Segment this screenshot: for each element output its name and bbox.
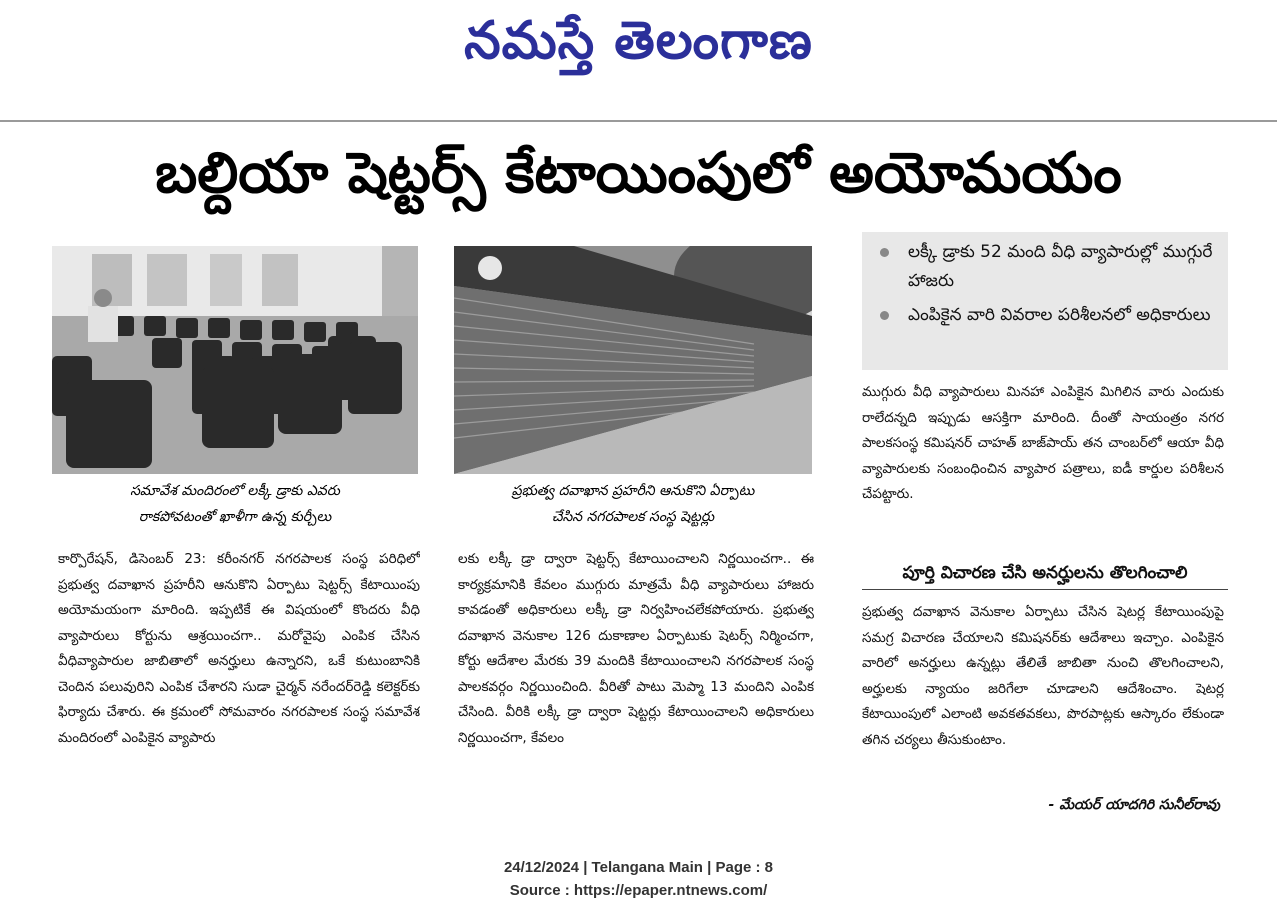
quote-paragraph: ప్రభుత్వ దవాఖాన వెనుకాల ఏర్పాటు చేసిన షెటర్ల కేటాయింపుపై సమగ్ర విచారణ చేయాలని కమిషనర్‌కు ఆదేశాలు ఇచ్చాం. ఎంపికైన వారిలో అనర్హులు ఉన్నట్లు తేలితే జాబితా నుంచి తొలగించాలని, అర్హులకు న్యాయం జరిగేలా చూడాలని ఆదేశించాం. షెటర్ల కేటాయింపులో ఎలాంటి అవకతవకలు, పొరపాట్లకు ఆస్కారం లేకుండా తగిన చర్యలు తీసుకుంటాం. (862, 604, 1224, 748)
edition-info: 24/12/2024 | Telangana Main | Page : 8 (503, 859, 774, 876)
masthead (0, 0, 1277, 84)
page-footer (0, 856, 1277, 902)
middle-photo-caption (454, 478, 812, 530)
highlight-item (878, 301, 1220, 330)
article-paragraph: ముగ్గురు వీధి వ్యాపారులు మినహా ఎంపికైన మిగిలిన వారు ఎందుకు రాలేదన్నది ఇప్పుడు ఆసక్తిగా మారింది. దీంతో సాయంత్రం నగర పాలకసంస్థ కమిషనర్ చాహత్ బాజ్‌పాయ్ తన చాంబర్‌లో ఆయా వీధి వ్యాపారులకు సంబంధించిన వ్యాపార పత్రాలు, ఐడీ కార్డుల పరిశీలన చేపట్టారు. (862, 384, 1224, 502)
caption-line: ప్రభుత్వ దవాఖాన ప్రహరీని ఆనుకొని ఏర్పాటు (511, 483, 755, 499)
masthead-divider (0, 120, 1277, 122)
highlights-box (862, 232, 1228, 370)
article-column-right (862, 380, 1224, 550)
source-link[interactable]: Source : https://epaper.ntnews.com/ (509, 882, 768, 899)
subheading: పూర్తి విచారణ చేసి అనర్హులను తొలగించాలి (862, 559, 1228, 590)
article-paragraph: లకు లక్కీ డ్రా ద్వారా షెట్టర్స్ కేటాయించాలని నిర్ణయించగా.. ఈ కార్యక్రమానికి కేవలం ముగ్గురు మాత్రమే వీధి వ్యాపారులు హాజరు కావడంతో అధికారులు లక్కీ డ్రా నిర్వహించలేకపోయారు. ప్రభుత్వ దవాఖాన వెనుకాల 126 దుకాణాల ఏర్పాటుకు షెటర్స్ నిర్మించగా, కోర్టు ఆదేశాల మేరకు 39 మందికి కేటాయించాలని నగరపాలక సంస్థ పాలకవర్గం నిర్ణయించింది. వీరితో పాటు మెప్మా 13 మందిని ఎంపిక చేసింది. వీరికి లక్కీ డ్రా ద్వారా షెట్టర్లు కేటాయించాలని అధికారులు నిర్ణయించగా, కేవలం (458, 551, 814, 746)
caption-line: చేసిన నగరపాలక సంస్థ షెట్టర్లు (551, 509, 715, 525)
quote-attribution: - మేయర్ యాదగిరి సునీల్‌రావు (1048, 797, 1220, 813)
meeting-hall-photo (52, 246, 418, 474)
bullet-icon (880, 311, 889, 320)
highlight-item (878, 238, 1220, 296)
bullet-icon (880, 248, 889, 257)
highlight-text: లక్కీ డ్రాకు 52 మంది వీధి వ్యాపారుల్లో ముగ్గురే హాజరు (908, 242, 1213, 291)
article-column-left (58, 547, 420, 837)
highlights-list (862, 232, 1228, 330)
shutters-photo (454, 246, 812, 474)
article-column-middle (458, 547, 814, 837)
headline: బల్దియా షెట్టర్స్ కేటాయింపులో అయోమయం (155, 141, 1122, 206)
article-paragraph: కార్పొరేషన్, డిసెంబర్ 23: కరీంనగర్ నగరపాలక సంస్థ పరిధిలో ప్రభుత్వ దవాఖాన ప్రహరీని ఆనుకొని ఏర్పాటు షెట్టర్స్ కేటాయింపు అయోమయంగా మారింది. ఇప్పటికే ఈ విషయంలో కొందరు వీధి వ్యాపారులు కోర్టును ఆశ్రయించగా.. మరోవైపు ఎంపిక చేసిన వీధివ్యాపారుల జాబితాలో అనర్హులు ఉన్నారని, ఒకే కుటుంబానికి చెందిన పలువురిని ఎంపిక చేశారని సుడా చైర్మన్ నరేందర్‌రెడ్డి కలెక్టర్‌కు ఫిర్యాదు చేశారు. ఈ క్రమంలో సోమవారం నగరపాలక సంస్థ సమావేశ మందిరంలో ఎంపికైన వ్యాపారు (58, 551, 420, 746)
highlight-text: ఎంపికైన వారి వివరాల పరిశీలనలో అధికారులు (908, 305, 1211, 325)
left-photo-caption (52, 478, 418, 530)
caption-line: రాకపోవటంతో ఖాళీగా ఉన్న కుర్చీలు (138, 509, 332, 525)
mayor-quote (862, 600, 1224, 795)
newspaper-logo: నమస్తే తెలంగాణ (464, 10, 813, 71)
caption-line: సమావేశ మందిరంలో లక్కీ డ్రాకు ఎవరు (130, 483, 340, 499)
